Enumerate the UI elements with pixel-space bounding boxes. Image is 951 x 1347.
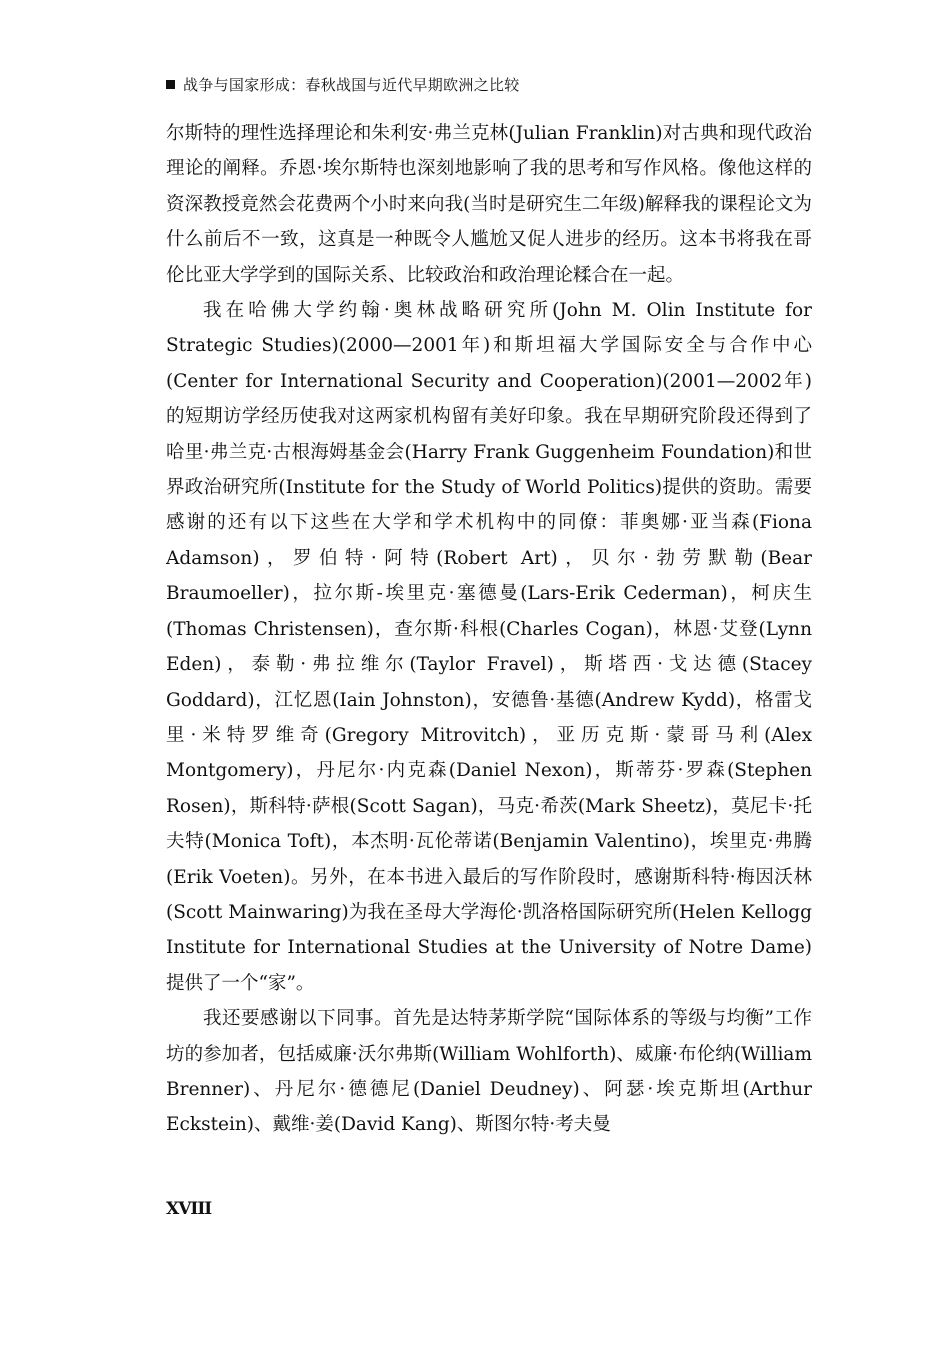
header-square-icon: [166, 80, 175, 89]
page-number: XVIII: [166, 1199, 212, 1219]
body-text: [166, 116, 812, 1143]
paragraph-continued: 尔斯特的理性选择理论和朱利安·弗兰克林(Julian Franklin)对古典和现代政治理论的阐释。乔恩·埃尔斯特也深刻地影响了我的思考和写作风格。像他这样的资深教授竟然会花费两个小时来向我(当时是研究生二年级)解释我的课程论文为什么前后不一致，这真是一种既令人尴尬又促人进步的经历。这本书将我在哥伦比亚大学学到的国际关系、比较政治和政治理论糅合在一起。: [166, 123, 812, 286]
running-header-title: 战争与国家形成：春秋战国与近代早期欧洲之比较: [183, 76, 520, 94]
running-header: [166, 74, 520, 95]
paragraph-acknowledgements-institutions: 我在哈佛大学约翰·奥林战略研究所(John M. Olin Institute for Strategic Studies)(2000—2001年)和斯坦福大学国际安全与合作中心(Center for International Security and Cooperation)(2001—2002年)的短期访学经历使我对这两家机构留有美好印象。我在早期研究阶段还得到了哈里·弗兰克·古根海姆基金会(Harry Frank Guggenheim Foundation)和世界政治研究所(Institute for the Study of World Politics)提供的资助。需要感谢的还有以下这些在大学和学术机构中的同僚：菲奥娜·亚当森(Fiona Adamson)，罗伯特·阿特(Robert Art)，贝尔·勃劳默勒(Bear Braumoeller)，拉尔斯-埃里克·塞德曼(Lars-Erik Cederman)，柯庆生(Thomas Christensen)，查尔斯·科根(Charles Cogan)，林恩·艾登(Lynn Eden)，泰勒·弗拉维尔(Taylor Fravel)，斯塔西·戈达德(Stacey Goddard)，江忆恩(Iain Johnston)，安德鲁·基德(Andrew Kydd)，格雷戈里·米特罗维奇(Gregory Mitrovitch)，亚历克斯·蒙哥马利(Alex Montgomery)，丹尼尔·内克森(Daniel Nexon)，斯蒂芬·罗森(Stephen Rosen)，斯科特·萨根(Scott Sagan)，马克·希茨(Mark Sheetz)，莫尼卡·托夫特(Monica Toft)，本杰明·瓦伦蒂诺(Benjamin Valentino)，埃里克·弗腾(Erik Voeten)。另外，在本书进入最后的写作阶段时，感谢斯科特·梅因沃林(Scott Mainwaring)为我在圣母大学海伦·凯洛格国际研究所(Helen Kellogg Institute for International Studies at the University of Notre Dame)提供了一个“家”。: [166, 300, 812, 994]
paragraph-acknowledgements-colleagues: 我还要感谢以下同事。首先是达特茅斯学院“国际体系的等级与均衡”工作坊的参加者，包括威廉·沃尔弗斯(William Wohlforth)、威廉·布伦纳(William Brenner)、丹尼尔·德德尼(Daniel Deudney)、阿瑟·埃克斯坦(Arthur Eckstein)、戴维·姜(David Kang)、斯图尔特·考夫曼: [166, 1008, 812, 1136]
